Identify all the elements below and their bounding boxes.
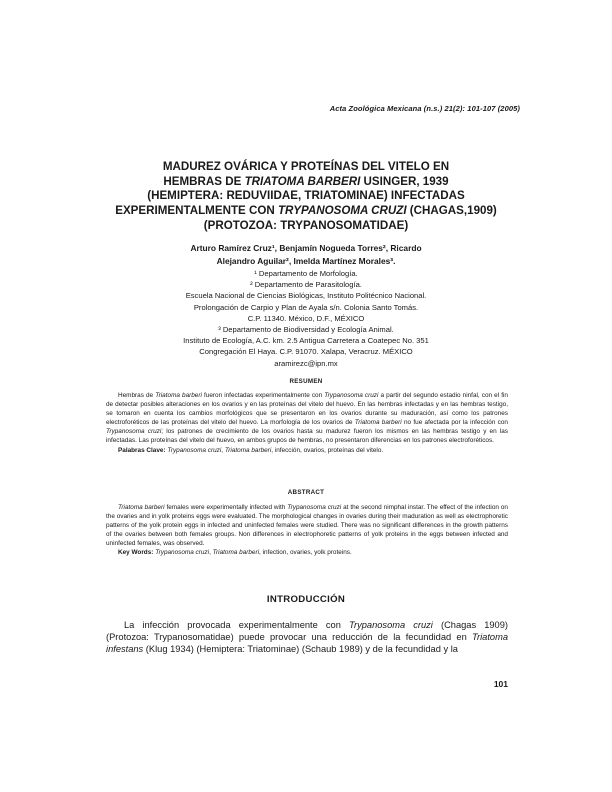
title-line-1: MADUREZ OVÁRICA Y PROTEÍNAS DEL VITELO EN	[162, 160, 450, 173]
abstract-body	[106, 503, 508, 558]
affiliation-line: Instituto de Ecología, A.C. km. 2.5 Antigua Carretera a Coatepec No. 351	[183, 336, 429, 346]
introduction-paragraph	[106, 619, 508, 656]
author-line-1: Arturo Ramírez Cruz¹, Benjamín Nogueda Torres², Ricardo	[190, 243, 422, 253]
title-line-2-author: USINGER, 1939	[360, 174, 449, 188]
title-line-4-author: (CHAGAS,1909)	[406, 204, 497, 218]
abstract-heading: ABSTRACT	[287, 489, 325, 496]
keywords-label: Palabras Clave:	[118, 446, 166, 454]
affiliation-line: C.P. 11340. México, D.F., MÉXICO	[247, 313, 365, 323]
abstract-keywords	[106, 548, 508, 557]
species-name: Trypanosoma cruzi	[106, 428, 162, 436]
affiliation-line: ² Departamento de Parasitología.	[250, 280, 362, 290]
keywords-text: , infección, ovarios, proteínas del vitelo.	[271, 446, 384, 454]
abstract-text: at the second nimphal instar. The effect of the infection on the ovaries and in yolk proteins eggs were evaluated. The morphological changes in ovaries during their maduration as well as electrophoretic patterns of the yolk protein eggs in infected and uninfected females were studied. There was no significant differences in the growth patterns of the ovaries between both females groups. Non differences in electrophoretic patterns of yolk proteins in the eggs between infected and uninfected females, was observed.	[106, 504, 508, 548]
title-species-trypanosoma: TRYPANOSOMA CRUZI	[277, 204, 407, 218]
keywords-text: , infection, ovaries, yolk proteins.	[259, 549, 352, 557]
keywords-text: ,	[221, 446, 225, 454]
introduction-body	[106, 619, 508, 656]
affiliation-line: ¹ Departamento de Morfología.	[254, 269, 358, 278]
title-species-triatoma: TRIATOMA BARBERI	[244, 174, 361, 188]
introduction-text: La infección provocada experimentalmente con	[124, 620, 349, 630]
keywords-label: Key Words:	[118, 549, 154, 557]
introduction-text: (Klug 1934) (Hemiptera: Triatominae) (Schaub 1989) y de la fecundidad y la	[143, 644, 458, 655]
keywords-text: ,	[209, 549, 213, 557]
abstract-text: females were experimentally infected with	[164, 504, 288, 511]
species-name: Triatoma barberi	[224, 446, 272, 454]
author-line-2: Alejandro Aguilar², Imelda Martínez Morales³.	[216, 256, 396, 266]
resumen-text-lead: Hembras de	[118, 392, 156, 399]
affiliation-line: ³ Departamento de Biodiversidad y Ecología Animal.	[218, 325, 394, 335]
species-name: Trypanosoma cruzi	[167, 446, 222, 454]
author-list	[92, 242, 520, 268]
journal-citation: Acta Zoológica Mexicana (n.s.) 21(2): 101-107 (2005)	[329, 104, 520, 113]
species-name: Trypanosoma cruzi	[287, 504, 342, 511]
resumen-text: no fue afectada por la infección con	[401, 419, 508, 427]
species-name: Trypanosoma cruzi	[155, 549, 210, 557]
introduction-text: (Chagas 1909) (Protozoa: Trypanosomatidae) puede provocar una reducción de la fecundidad en	[106, 620, 508, 643]
page-number: 101	[493, 679, 508, 689]
affiliation-line: Escuela Nacional de Ciencias Biológicas, Instituto Politécnico Nacional.	[185, 291, 427, 301]
title-line-2	[70, 175, 542, 190]
resumen-paragraph	[106, 391, 508, 446]
article-title	[70, 160, 542, 234]
resumen-body	[106, 391, 508, 455]
title-line-5: (PROTOZOA: TRYPANOSOMATIDAE)	[203, 218, 409, 232]
title-line-3: (HEMIPTERA: REDUVIIDAE, TRIATOMINAE) INFECTADAS	[147, 189, 465, 203]
resumen-text: ; los patrones de crecimiento de los ovarios hasta su madurez fueron los mismos en las hembras testigo y en las infectadas. Las proteínas del vitelo del huevo, en ambos grupos de hembras, no presentaron diferencias en los patrones electroforéticos.	[106, 428, 508, 445]
title-line-2-text: HEMBRAS DE	[163, 174, 245, 188]
resumen-keywords	[106, 446, 508, 455]
title-line-4-text: EXPERIMENTALMENTE CON	[115, 204, 278, 218]
affiliations	[92, 268, 520, 369]
author-email: aramirezc@ipn.mx	[274, 358, 338, 368]
resumen-text: fueron infectadas experimentalmente con	[201, 392, 325, 399]
affiliation-line: Congregación El Haya. C.P. 91070. Xalapa, Veracruz. MÉXICO	[199, 347, 413, 357]
species-name: Triatoma barberi	[212, 549, 260, 557]
species-name: Triatoma barberi	[354, 419, 402, 427]
resumen-text: a partir del segundo estadio ninfal, con el fin de detectar posibles alteraciones en los ovarios y en las proteínas del vitelo del huevo. En las hembras infectadas y en las hembras testigo, se tomaron en cuenta los cambios morfológicos que se presentaron en los ovarios durante su maduración, así como los patrones electroforéticos de las proteínas del vitelo del huevo. La morfología de los ovarios de	[106, 392, 508, 427]
species-name: Trypanosoma cruzi	[349, 620, 433, 630]
species-name: Triatoma barberi	[155, 392, 202, 399]
abstract-paragraph	[106, 503, 508, 548]
introduction-heading: INTRODUCCIÓN	[266, 594, 346, 605]
species-name: Triatoma infestans	[106, 632, 508, 655]
species-name: Triatoma barberi	[118, 504, 165, 511]
resumen-heading: RESUMEN	[289, 378, 323, 385]
title-line-4	[70, 204, 542, 219]
affiliation-line: Prolongación de Carpio y Plan de Ayala s/n. Colonia Santo Tomás.	[193, 302, 419, 312]
species-name: Trypanosoma cruzi	[324, 392, 379, 399]
